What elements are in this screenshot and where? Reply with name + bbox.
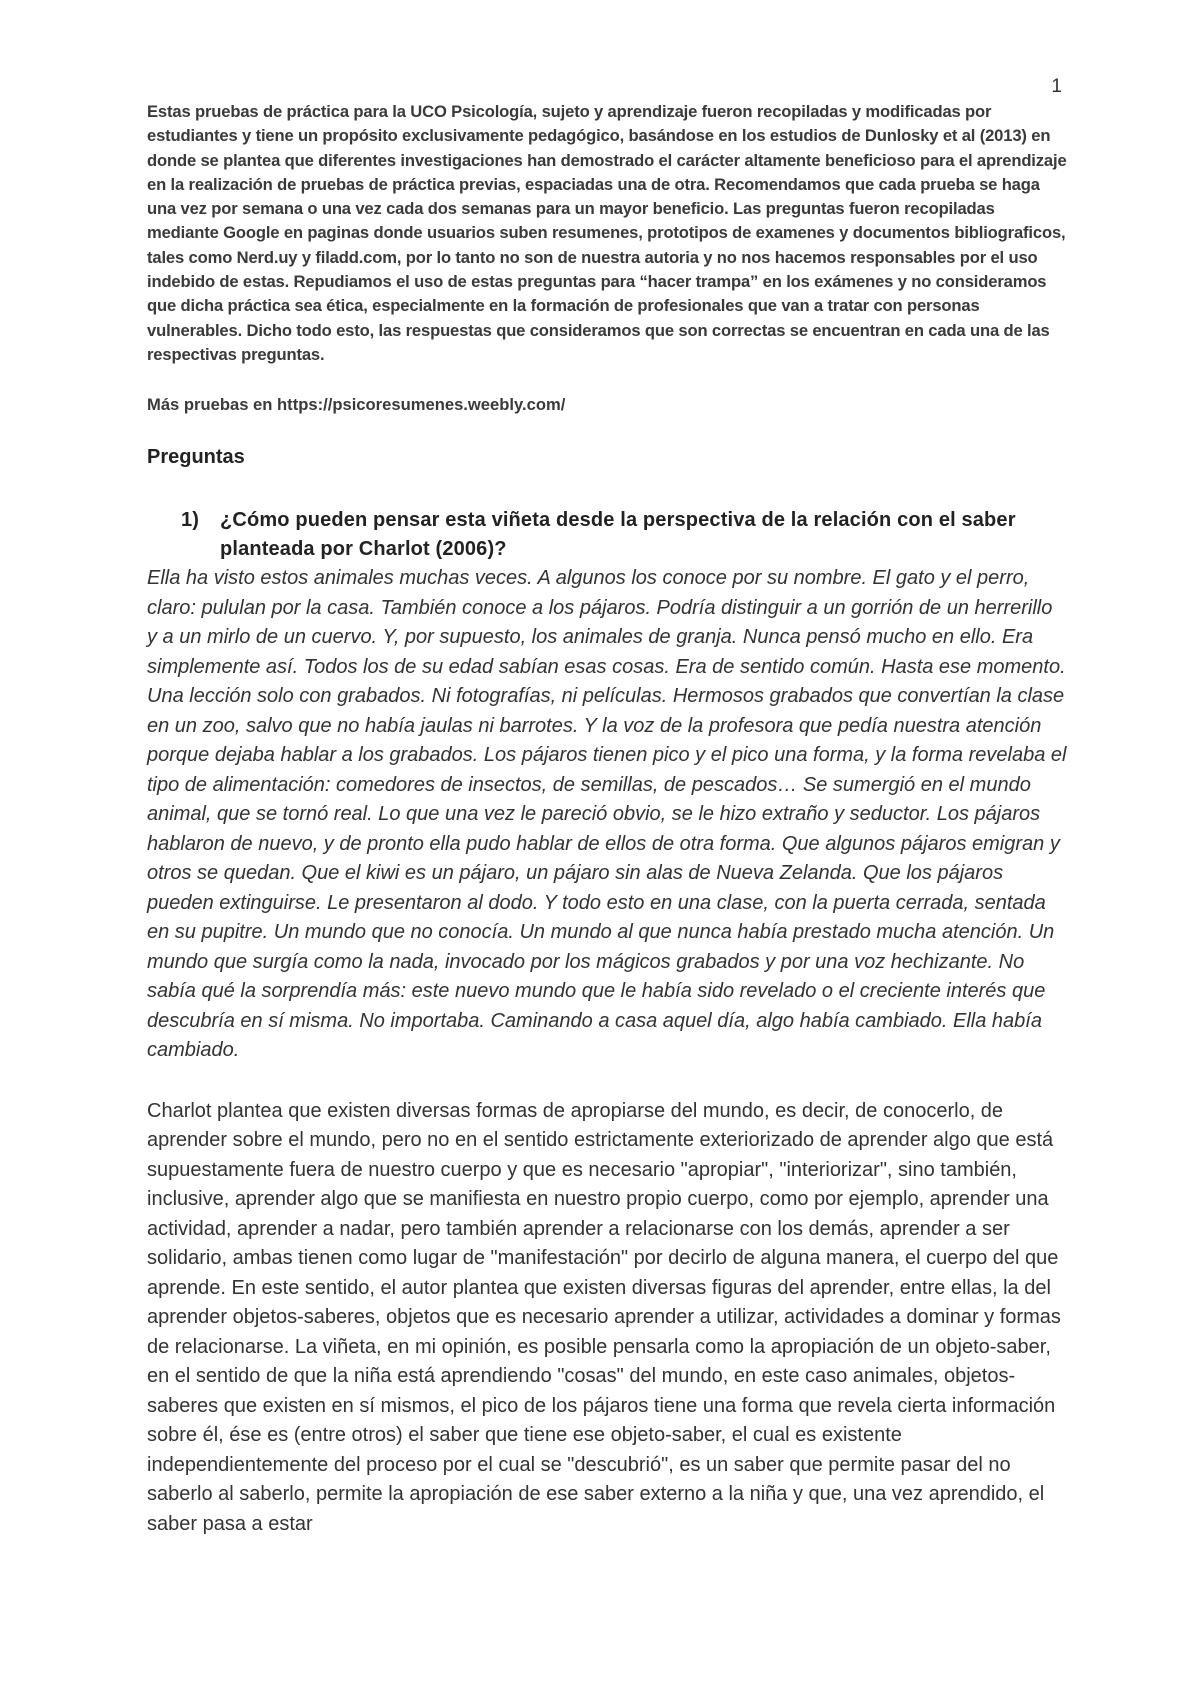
more-tests-link-text: Más pruebas en https://psicoresumenes.weebly.com/ <box>147 395 566 415</box>
question-1 <box>181 506 1067 564</box>
question-number: 1) <box>181 509 200 532</box>
question-text: ¿Cómo pueden pensar esta viñeta desde la perspectiva de la relación con el saber planteada por Charlot (2006)? <box>220 509 1016 561</box>
page-number: 1 <box>1051 76 1062 97</box>
section-heading: Preguntas <box>147 446 245 469</box>
intro-paragraph: Estas pruebas de práctica para la UCO Psicología, sujeto y aprendizaje fueron recopiladas y modificadas por estudiantes y tiene un propósito exclusivamente pedagógico, basándose en los estudios de Dunlosky et al (2013) en donde se plantea que diferentes investigaciones han demostrado el carácter altamente beneficioso para el aprendizaje en la realización de pruebas de práctica previas, espaciadas una de otra. Recomendamos que cada prueba se haga una vez por semana o una vez cada dos semanas para un mayor beneficio. Las preguntas fueron recopiladas mediante Google en paginas donde usuarios suben resumenes, prototipos de examenes y documentos bibliograficos, tales como Nerd.uy y filadd.com, por lo tanto no son de nuestra autoria y no nos hacemos responsables por el uso indebido de estas. Repudiamos el uso de estas preguntas para “hacer trampa” en los exámenes y no consideramos que dicha práctica sea ética, especialmente en la formación de profesionales que van a tratar con personas vulnerables. Dicho todo esto, las respuestas que consideramos que son correctas se encuentran en cada una de las respectivas preguntas. <box>147 102 1067 364</box>
document-content <box>147 100 1067 1539</box>
question-vignette: Ella ha visto estos animales muchas veces. A algunos los conoce por su nombre. El gato y el perro, claro: pululan por la casa. También conoce a los pájaros. Podría distinguir a un gorrión de un herrerillo y a un mirlo de un cuervo. Y, por supuesto, los animales de granja. Nunca pensó mucho en ello. Era simplemente así. Todos los de su edad sabían esas cosas. Era de sentido común. Hasta ese momento. Una lección solo con grabados. Ni fotografías, ni películas. Hermosos grabados que convertían la clase en un zoo, salvo que no había jaulas ni barrotes. Y la voz de la profesora que pedía nuestra atención porque dejaba hablar a los grabados. Los pájaros tienen pico y el pico una forma, y la forma revelaba el tipo de alimentación: comedores de insectos, de semillas, de pescados… Se sumergió en el mundo animal, que se tornó real. Lo que una vez le pareció obvio, se le hizo extraño y seductor. Los pájaros hablaron de nuevo, y de pronto ella pudo hablar de ellos de otra forma. Que algunos pájaros emigran y otros se quedan. Que el kiwi es un pájaro, un pájaro sin alas de Nueva Zelanda. Que los pájaros pueden extinguirse. Le presentaron al dodo. Y todo esto en una clase, con la puerta cerrada, sentada en su pupitre. Un mundo que no conocía. Un mundo al que nunca había prestado mucha atención. Un mundo que surgía como la nada, invocado por los mágicos grabados y por una voz hechizante. No sabía qué la sorprendía más: este nuevo mundo que le había sido revelado o el creciente interés que descubría en sí misma. No importaba. Caminando a casa aquel día, algo había cambiado. Ella había cambiado. <box>147 567 1067 1062</box>
question-answer: Charlot plantea que existen diversas formas de apropiarse del mundo, es decir, de conocerlo, de aprender sobre el mundo, pero no en el sentido estrictamente exteriorizado de aprender algo que está supuestamente fuera de nuestro cuerpo y que es necesario "apropiar", "interiorizar", sino también, inclusive, aprender algo que se manifiesta en nuestro propio cuerpo, como por ejemplo, aprender una actividad, aprender a nadar, pero también aprender a relacionarse con los demás, aprender a ser solidario, ambas tienen como lugar de "manifestación" por decirlo de alguna manera, el cuerpo del que aprende. En este sentido, el autor plantea que existen diversas figuras del aprender, entre ellas, la del aprender objetos-saberes, objetos que es necesario aprender a utilizar, actividades a dominar y formas de relacionarse. La viñeta, en mi opinión, es posible pensarla como la apropiación de un objeto-saber, en el sentido de que la niña está aprendiendo "cosas" del mundo, en este caso animales, objetos-saberes que existen en sí mismos, el pico de los pájaros tiene una forma que revela cierta información sobre él, ése es (entre otros) el saber que tiene ese objeto-saber, el cual es existente independientemente del proceso por el cual se "descubrió", es un saber que permite pasar del no saberlo al saberlo, permite la apropiación de ese saber externo a la niña y que, una vez aprendido, el saber pasa a estar <box>147 1099 1061 1535</box>
